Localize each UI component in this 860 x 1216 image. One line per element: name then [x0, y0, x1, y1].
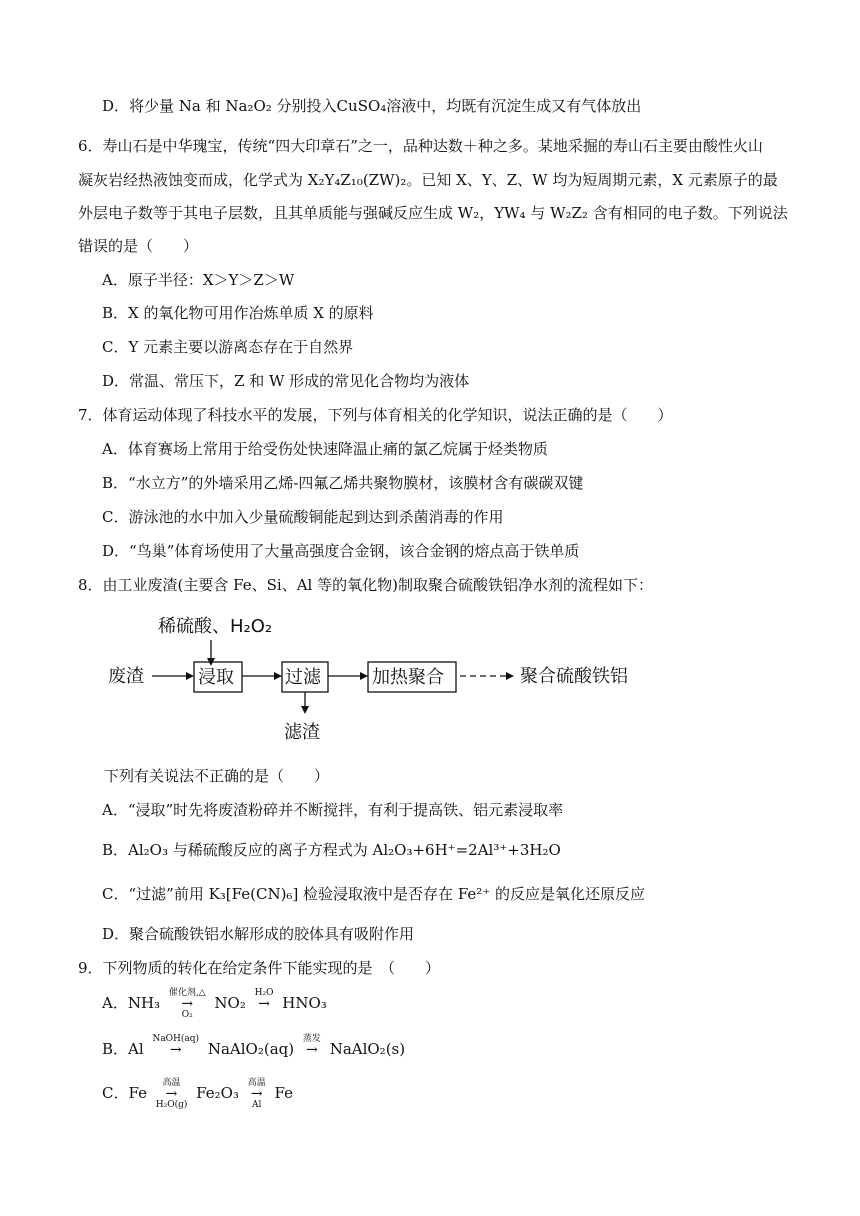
q9b-arrow1: [152, 1034, 199, 1066]
flow-input-label: 废渣: [108, 666, 144, 687]
flow-step3-label: 加热聚合: [372, 667, 444, 688]
flow-reagent-label: 稀硫酸、H₂O₂: [158, 616, 273, 637]
q6-option-b: B．X 的氧化物可用作冶炼单质 X 的原料: [102, 304, 374, 322]
q9c-arrow1-top: 高温: [162, 1078, 181, 1088]
q6-option-a: A．原子半径：X＞Y＞Z＞W: [102, 271, 295, 289]
q9c-arrow2-bottom: Al: [252, 1100, 262, 1110]
q9-stem: 9．下列物质的转化在给定条件下能实现的是 （ ）: [78, 959, 441, 977]
q9-option-b: [102, 1034, 405, 1066]
q9c-arrow1-bottom: H₂O(g): [155, 1100, 188, 1110]
q7-stem: 7．体育运动体现了科技水平的发展，下列与体育相关的化学知识，说法正确的是（ ）: [78, 406, 673, 424]
flow-step1-label: 浸取: [198, 667, 234, 688]
q6-stem-line1: 6．寿山石是中华瑰宝，传统“四大印章石”之一，品种达数＋种之多。某地采掘的寿山石主要由酸性火山: [78, 137, 763, 155]
q9a-arrow2: [255, 988, 274, 1020]
q9b-arrow1-top: NaOH(aq): [152, 1034, 200, 1044]
right-arrow-icon: →: [181, 996, 194, 1012]
q6-stem-line3: 外层电子数等于其电子层数，且其单质能与强碱反应生成 W₂，YW₄ 与 W₂Z₂ 含有相同的电子数。下列说法: [78, 204, 788, 222]
flow-product-label: 聚合硫酸铁铝: [520, 666, 628, 687]
q5-option-d: D．将少量 Na 和 Na₂O₂ 分别投入CuSO₄溶液中，均既有沉淀生成又有气体放出: [102, 97, 642, 115]
right-arrow-icon: →: [306, 1042, 318, 1058]
q8-option-d: D．聚合硫酸铁铝水解形成的胶体具有吸附作用: [102, 925, 415, 943]
q9a-end: HNO₃: [282, 994, 327, 1012]
q8-option-b: B．Al₂O₃ 与稀硫酸反应的离子方程式为 Al₂O₃+6H⁺=2Al³⁺+3H₂O: [102, 841, 561, 859]
q8-option-c: C．“过滤”前用 K₃[Fe(CN)₆] 检验浸取液中是否存在 Fe²⁺ 的反应是氧化还原反应: [102, 885, 645, 903]
q9a-middle: NO₂: [214, 994, 246, 1012]
q9-option-a: [102, 988, 327, 1020]
q9c-label: C．Fe: [102, 1084, 147, 1102]
q9a-arrow1-top: 催化剂,△: [168, 988, 206, 998]
flow-step2-label: 过滤: [285, 667, 321, 688]
q8-sub-question: 下列有关说法不正确的是（ ）: [104, 767, 330, 785]
q9b-middle: NaAlO₂(aq): [207, 1040, 295, 1058]
q9a-arrow2-top: H₂O: [254, 988, 274, 998]
q9c-arrow2-top: 高温: [247, 1078, 266, 1088]
q9c-middle: Fe₂O₃: [196, 1084, 239, 1102]
q9b-end: NaAlO₂(s): [329, 1040, 406, 1058]
q8-option-a: A．“浸取”时先将废渣粉碎并不断搅拌，有利于提高铁、铝元素浸取率: [102, 801, 564, 819]
q6-stem-line4: 错误的是（ ）: [78, 237, 199, 255]
right-arrow-icon: →: [258, 996, 270, 1012]
q6-stem-line2: 凝灰岩经热液蚀变而成，化学式为 X₂Y₄Z₁₀(ZW)₂。已知 X、Y、Z、W 均为短周期元素，X 元素原子的最: [78, 171, 778, 189]
q9b-arrow2-top: 蒸发: [302, 1034, 321, 1044]
q7-option-c: C．游泳池的水中加入少量硫酸铜能起到达到杀菌消毒的作用: [102, 508, 504, 526]
q9c-arrow2: [248, 1078, 266, 1110]
q9b-label: B．Al: [102, 1040, 144, 1058]
q9b-arrow2: [303, 1034, 321, 1066]
q7-option-b: B．“水立方”的外墙采用乙烯-四氟乙烯共聚物膜材，该膜材含有碳碳双键: [102, 474, 584, 492]
q7-option-d: D．“鸟巢”体育场使用了大量高强度合金钢，该合金钢的熔点高于铁单质: [102, 542, 580, 560]
q8-stem: 8．由工业废渣(主要含 Fe、Si、Al 等的氧化物)制取聚合硫酸铁铝净水剂的流程如下：: [78, 576, 653, 594]
q9c-arrow1: [156, 1078, 188, 1110]
right-arrow-icon: →: [169, 1042, 182, 1058]
flow-residue-label: 滤渣: [284, 722, 320, 743]
q6-option-d: D．常温、常压下，Z 和 W 形成的常见化合物均为液体: [102, 372, 470, 390]
q6-option-c: C．Y 元素主要以游离态存在于自然界: [102, 338, 354, 356]
q9a-label: A．NH₃: [102, 994, 161, 1012]
q8-flow-diagram: [100, 606, 660, 756]
q7-option-a: A．体育赛场上常用于给受伤处快速降温止痛的氯乙烷属于烃类物质: [102, 440, 548, 458]
right-arrow-icon: →: [165, 1086, 178, 1102]
q9a-arrow1-bottom: O₂: [181, 1010, 193, 1020]
q9c-end: Fe: [274, 1084, 293, 1102]
q9-option-c: [102, 1078, 293, 1110]
right-arrow-icon: →: [250, 1086, 263, 1102]
q9a-arrow1: [169, 988, 206, 1020]
